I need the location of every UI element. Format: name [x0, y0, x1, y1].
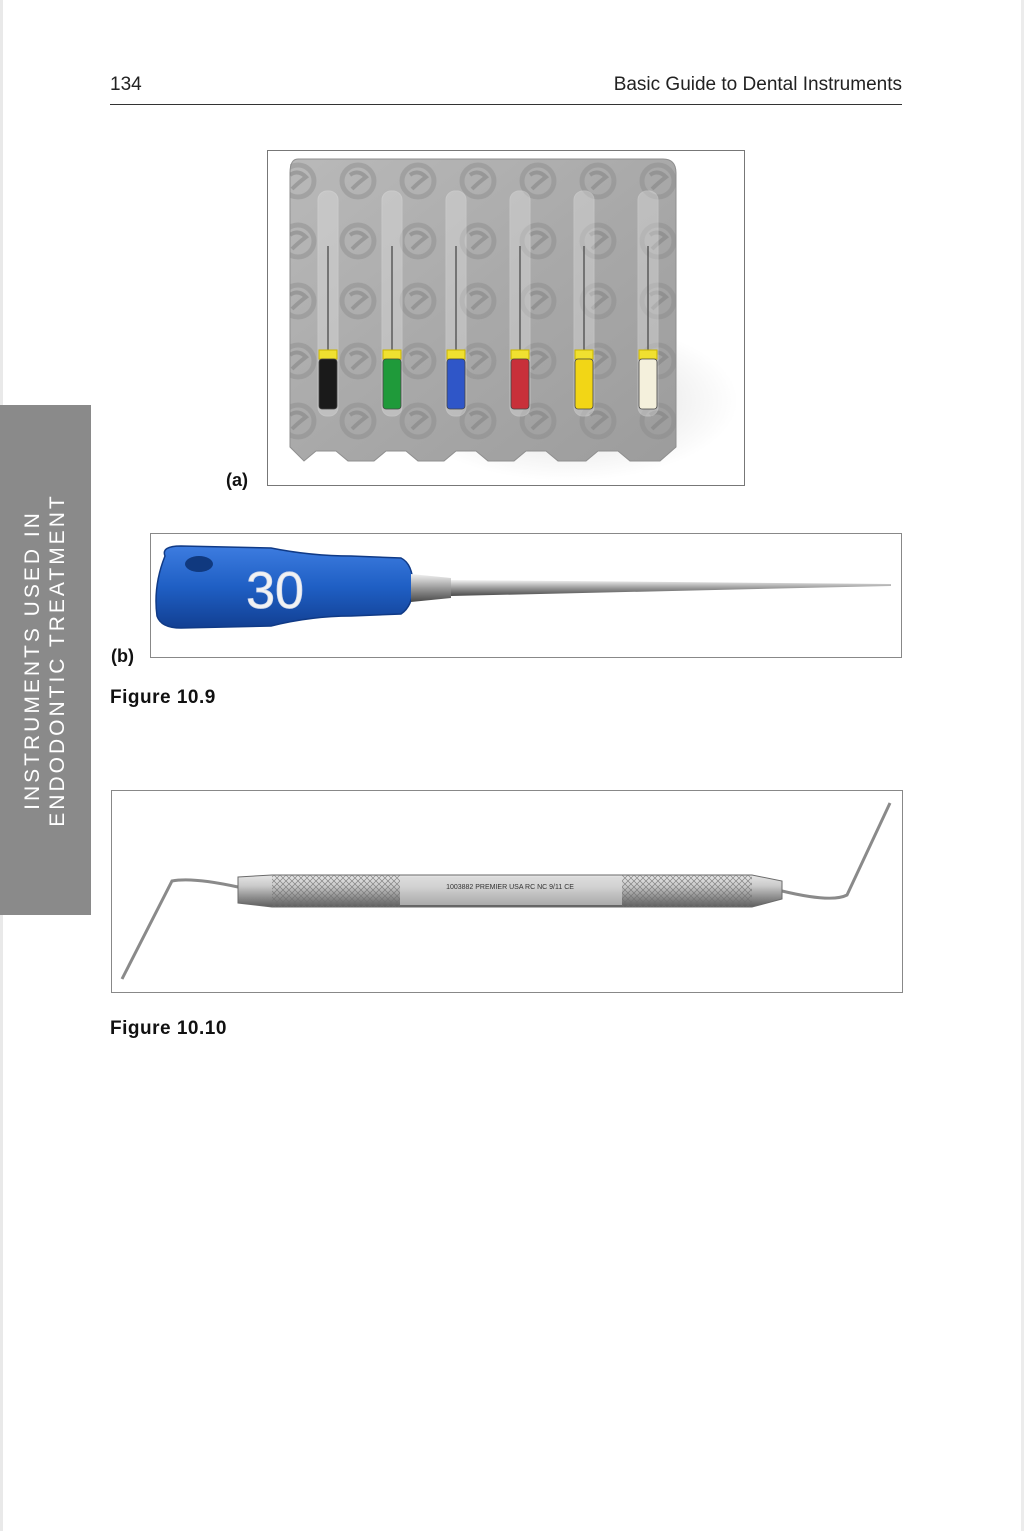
page-header	[110, 72, 902, 105]
file-size-number: 30	[246, 562, 304, 620]
running-title: Basic Guide to Dental Instruments	[613, 74, 902, 95]
chapter-side-tab	[0, 405, 91, 915]
figure-10-9b-image	[150, 533, 902, 658]
instrument-engraving: 1003882 PREMIER USA RC NC 9/11 CE	[446, 884, 574, 891]
file-stopper	[639, 350, 657, 359]
file-color-handle	[447, 359, 465, 409]
file-color-handle	[319, 359, 337, 409]
file-stopper	[319, 350, 337, 359]
page-number: 134	[110, 74, 142, 95]
panel-a-label: (a)	[226, 470, 248, 490]
file-stopper	[447, 350, 465, 359]
figure-10-9-caption: Figure 10.9	[110, 687, 216, 708]
figure-10-10-caption: Figure 10.10	[110, 1018, 227, 1039]
file-color-handle	[575, 359, 593, 409]
file-stopper	[511, 350, 529, 359]
side-tab-text	[20, 430, 70, 890]
panel-b-label: (b)	[111, 646, 134, 666]
figure-10-10-image	[111, 790, 903, 993]
side-tab-line-2: ENDODONTIC TREATMENT	[46, 493, 69, 827]
file-color-handle	[639, 359, 657, 409]
file-color-handle	[511, 359, 529, 409]
side-tab-line-1: INSTRUMENTS USED IN	[21, 510, 44, 810]
figure-10-9a-image	[267, 150, 745, 486]
file-color-handle	[383, 359, 401, 409]
file-stopper	[575, 350, 593, 359]
file-ferrule	[411, 574, 451, 602]
file-stopper	[383, 350, 401, 359]
